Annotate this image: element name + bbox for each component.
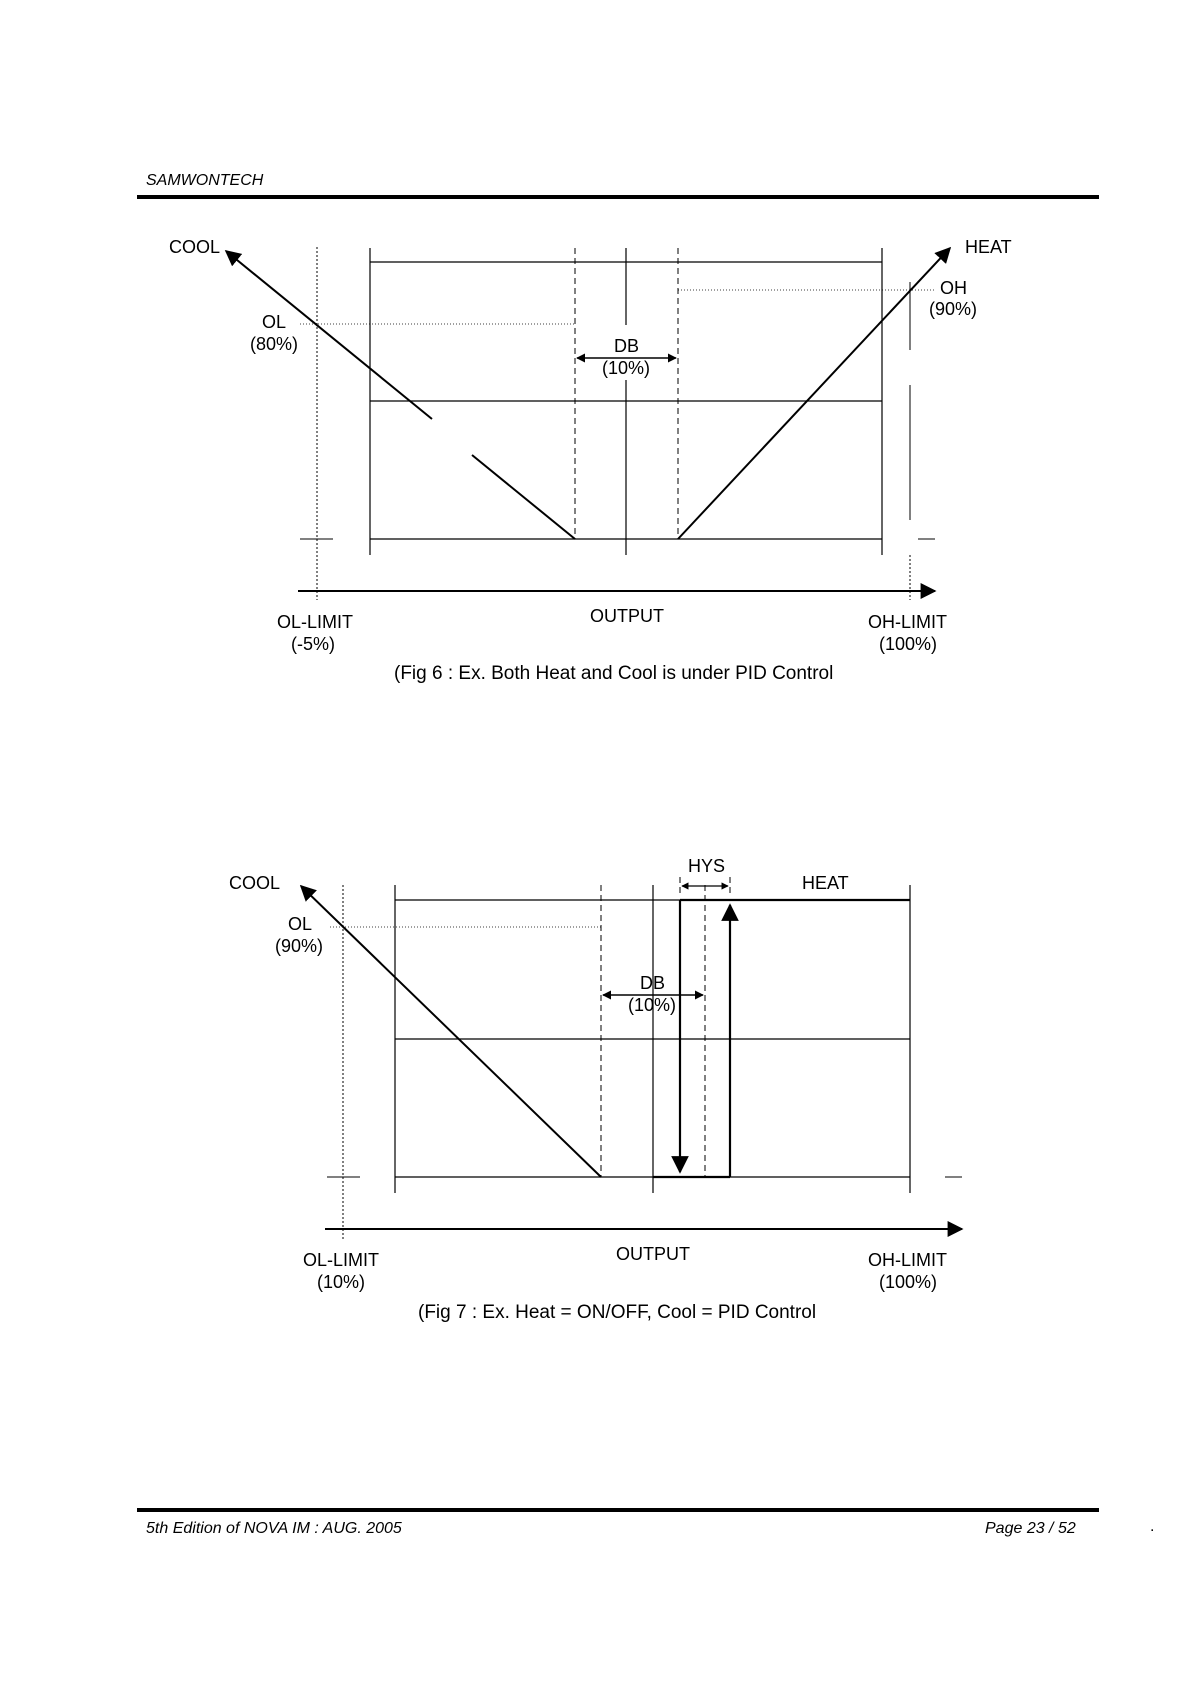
fig6-ol-limit-value: (-5%): [291, 634, 335, 654]
fig6-output-label: OUTPUT: [590, 606, 664, 626]
fig6-oh-label: OH: [940, 278, 967, 298]
fig6-db-value: (10%): [602, 358, 651, 378]
fig7-db-value: (10%): [628, 995, 677, 1015]
fig6-ol-label: OL: [262, 312, 287, 332]
fig7-oh-limit-value: (100%): [879, 1272, 938, 1292]
footer-rule: [137, 1508, 1099, 1512]
fig7-hys-label: HYS: [688, 856, 726, 876]
fig7-caption: (Fig 7 : Ex. Heat = ON/OFF, Cool = PID Control: [418, 1302, 817, 1323]
fig7-ol-limit-label: OL-LIMIT: [303, 1250, 380, 1270]
fig7-output-label: OUTPUT: [616, 1244, 690, 1264]
fig6-db-label: DB: [614, 336, 640, 356]
fig7-limit-lines: [327, 885, 962, 1240]
fig6-ol-value: (80%): [250, 334, 299, 354]
fig6-cool-label: COOL: [169, 237, 221, 257]
figure-7: [0, 840, 1190, 1340]
figure-6: [0, 0, 1190, 700]
fig7-heat-label: HEAT: [802, 873, 849, 893]
fig7-frame: [395, 885, 910, 1193]
fig7-ol-label: OL: [288, 914, 313, 934]
fig6-caption: (Fig 6 : Ex. Both Heat and Cool is under PID Control: [394, 663, 834, 684]
fig6-heat-label: HEAT: [965, 237, 1012, 257]
fig7-oh-limit-label: OH-LIMIT: [868, 1250, 947, 1270]
page-header-company: SAMWONTECH: [146, 172, 264, 189]
fig6-oh-value: (90%): [929, 299, 978, 319]
fig6-reference-lines: [300, 290, 936, 324]
fig7-deadband-lines: [601, 877, 730, 1177]
footer-page-number: Page 23 / 52: [985, 1520, 1076, 1537]
fig7-cool-label: COOL: [229, 873, 281, 893]
fig7-ol-limit-value: (10%): [317, 1272, 366, 1292]
footer-edition: 5th Edition of NOVA IM : AUG. 2005: [146, 1520, 402, 1537]
fig6-oh-limit-label: OH-LIMIT: [868, 612, 947, 632]
fig6-limit-lines: [300, 247, 935, 600]
fig7-cool-curve: [301, 886, 601, 1177]
fig7-ol-value: (90%): [275, 936, 324, 956]
fig7-db-label: DB: [640, 973, 666, 993]
fig6-ol-limit-label: OL-LIMIT: [277, 612, 354, 632]
fig6-oh-limit-value: (100%): [879, 634, 938, 654]
footer-dot: .: [1150, 1518, 1155, 1535]
fig6-curves: [226, 248, 950, 539]
